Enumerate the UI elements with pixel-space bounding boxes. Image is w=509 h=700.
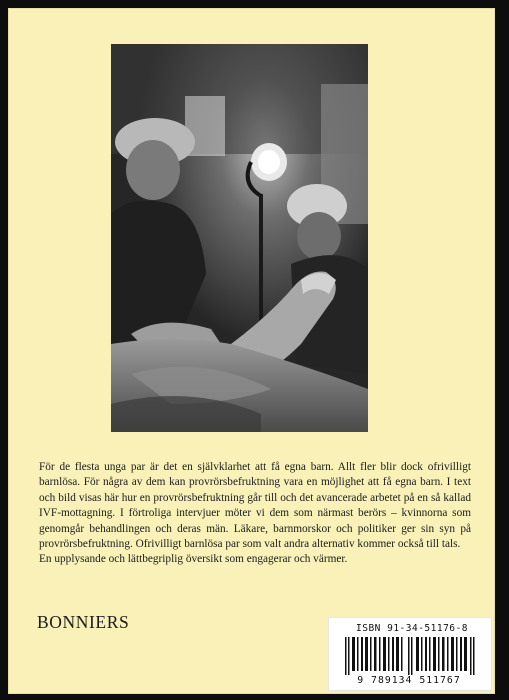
back-cover (8, 8, 495, 694)
publisher-name: BONNIERS (37, 612, 130, 632)
barcode-bars-icon (339, 637, 485, 675)
ean-digits: 9 789134 511767 (357, 675, 461, 686)
isbn-label: ISBN 91-34-51176-8 (356, 623, 468, 634)
barcode-panel (328, 617, 492, 691)
hospital-scene-image (111, 44, 368, 432)
cover-photograph (111, 44, 368, 432)
back-cover-blurb (39, 460, 471, 568)
blurb-paragraph-1: För de flesta unga par är det en självklarhet att få egna barn. Allt fler blir dock ofrivilligt barnlösa. För några av dem kan provrörsbefruktning vara en möjlighet att få egna barn. I text och bild visas här hur en provrörsbefruktning går till och det avancerade arbetet på en så kallad IVF-mottagning. I förtroliga intervjuer möter vi dem som närmast berörs – kvinnorna som genomgår behandlingen och deras män. Läkare, barnmorskor och politiker ger sin syn på provrörsbefruktning. Ofrivilligt barnlösa par som valt andra alternativ kommer också till tals. (39, 461, 471, 551)
blurb-paragraph-2: En upplysande och lättbegriplig översikt som engagerar och värmer. (39, 553, 348, 566)
